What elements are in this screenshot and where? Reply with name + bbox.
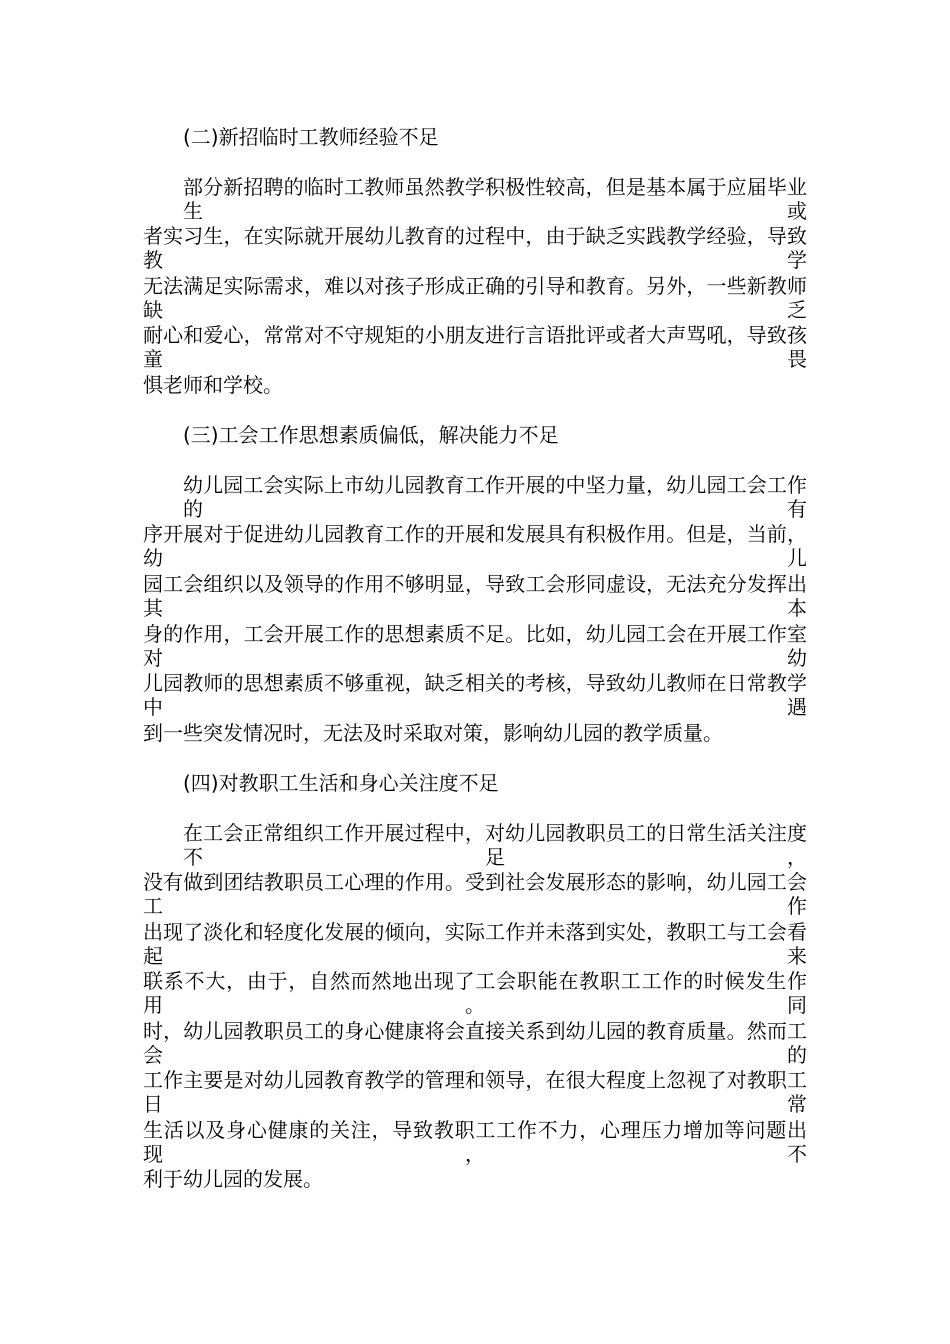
paragraph-line: 部分新招聘的临时工教师虽然教学积极性较高，但是基本属于应届毕业生或 [183,175,807,223]
paragraph-line: 到一些突发情况时，无法及时采取对策，影响幼儿园的教学质量。 [143,721,723,745]
paragraph-line: 时，幼儿园教职员工的身心健康将会直接关系到幼儿园的教育质量。然而工会的 [143,1019,807,1067]
section-heading: (四)对教职工生活和身心关注度不足 [183,771,499,795]
paragraph-line: 出现了淡化和轻度化发展的倾向，实际工作并未落到实处，教职工与工会看起来 [143,920,807,968]
paragraph-line: 耐心和爱心，常常对不守规矩的小朋友进行言语批评或者大声骂吼，导致孩童畏 [143,323,807,371]
paragraph-line: 惧老师和学校。 [143,373,283,397]
paragraph-line: 园工会组织以及领导的作用不够明显，导致工会形同虚设，无法充分发挥出其本 [143,572,807,620]
paragraph-line: 工作主要是对幼儿园教育教学的管理和领导，在很大程度上忽视了对教职工日常 [143,1068,807,1116]
section-heading: (三)工会工作思想素质偏低，解决能力不足 [183,423,559,447]
paragraph-line: 序开展对于促进幼儿园教育工作的开展和发展具有积极作用。但是，当前，幼儿 [143,522,807,570]
paragraph-line: 在工会正常组织工作开展过程中，对幼儿园教职员工的日常生活关注度不足， [183,821,807,869]
paragraph-line: 身的作用，工会开展工作的思想素质不足。比如，幼儿园工会在开展工作室对幼 [143,622,807,670]
paragraph-line: 儿园教师的思想素质不够重视，缺乏相关的考核，导致幼儿教师在日常教学中遇 [143,671,807,719]
paragraph-line: 无法满足实际需求，难以对孩子形成正确的引导和教育。另外，一些新教师缺乏 [143,274,807,322]
paragraph-line: 生活以及身心健康的关注，导致教职工工作不力，心理压力增加等问题出现，不 [143,1118,807,1166]
section-heading: (二)新招临时工教师经验不足 [183,125,439,149]
paragraph-line: 利于幼儿园的发展。 [143,1167,323,1191]
paragraph-line: 者实习生，在实际就开展幼儿教育的过程中，由于缺乏实践教学经验，导致教学 [143,224,807,272]
paragraph-line: 没有做到团结教职员工心理的作用。受到社会发展形态的影响，幼儿园工会工作 [143,870,807,918]
paragraph-line: 幼儿园工会实际上市幼儿园教育工作开展的中坚力量，幼儿园工会工作的有 [183,473,807,521]
paragraph-line: 联系不大，由于，自然而然地出现了工会职能在教职工工作的时候发生作用。同 [143,969,807,1017]
